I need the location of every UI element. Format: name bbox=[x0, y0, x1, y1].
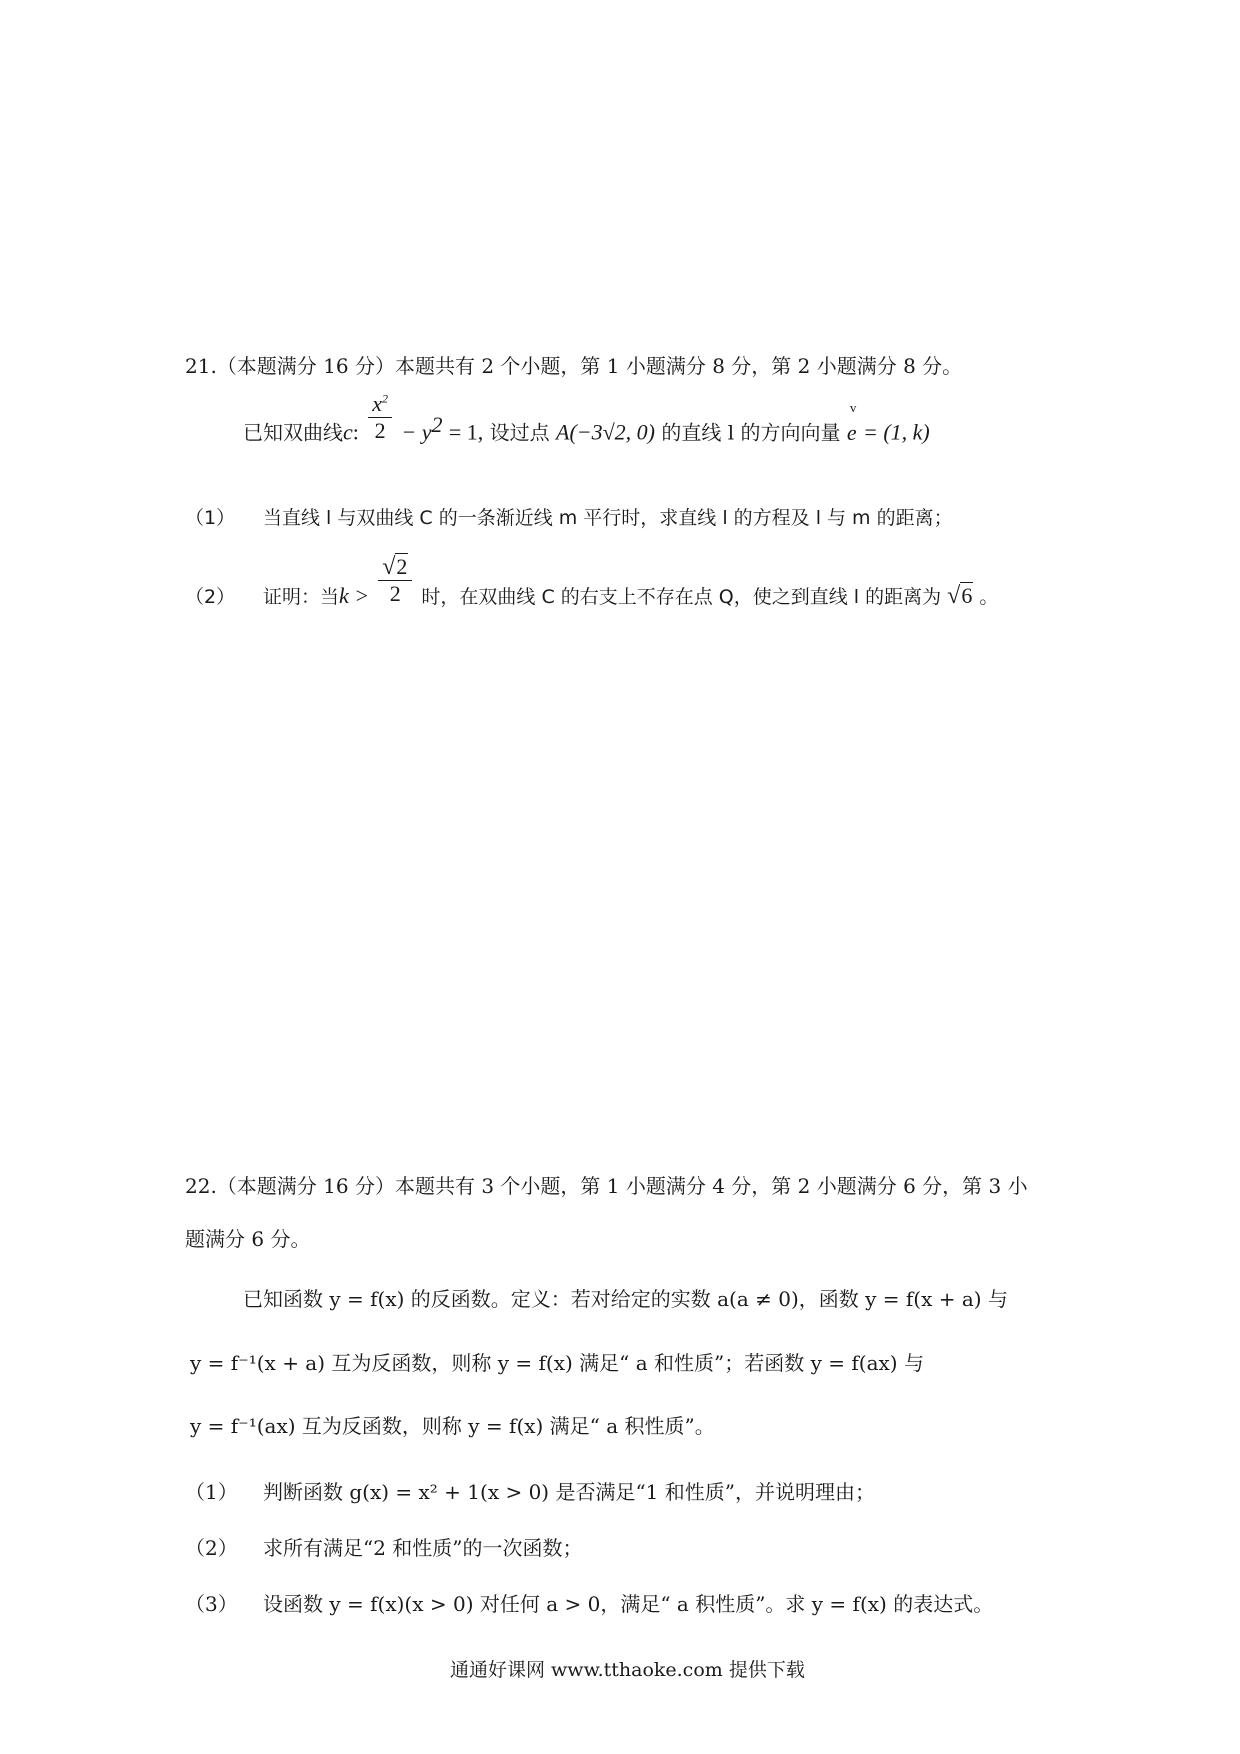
q21-part2-label: （2） bbox=[185, 586, 236, 608]
fraction-x2-over-2: $\frac{x^2}{2}$ bbox=[368, 392, 392, 444]
curve-name: c bbox=[343, 419, 353, 445]
q21-set-point: 设过点 bbox=[489, 420, 550, 445]
q21-line-direction: 的直线 l 的方向向量 bbox=[661, 420, 841, 445]
vector-e-symbol: e bbox=[846, 419, 857, 445]
q22-part1-label: （1） bbox=[185, 1480, 238, 1504]
q22-para-line2: y = f⁻¹(x + a) 互为反函数，则称 y = f(x) 满足“ a 和性质”；若函数 y = f(ax) 与 bbox=[190, 1351, 924, 1375]
q21-part2-middle: 时，在双曲线 C 的右支上不存在点 Q，使之到直线 l 的距离为 bbox=[421, 586, 942, 608]
q22-part2 bbox=[185, 1532, 583, 1561]
q21-part1 bbox=[185, 503, 953, 530]
q21-part1-text: 当直线 l 与双曲线 C 的一条渐近线 m 平行时，求直线 l 的方程及 l 与 m 的距离； bbox=[263, 507, 953, 529]
q21-intro: 已知双曲线c: $\frac{x^2}{2}$ − $y^2 = 1$, 设过点 A(−3√2, 0) 的直线 l 的方向向量 v e = (1, k) bbox=[243, 391, 930, 445]
q22-part3-text: 设函数 y = f(x)(x > 0) 对任何 a > 0，满足“ a 积性质”。求 y = f(x) 的表达式。 bbox=[263, 1592, 994, 1616]
q22-part1 bbox=[185, 1476, 875, 1505]
point-a: A(−3√2, 0) bbox=[556, 419, 656, 445]
q21-part2 bbox=[185, 553, 999, 610]
q22-para-line3: y = f⁻¹(ax) 互为反函数，则称 y = f(x) 满足“ a 积性质”。 bbox=[190, 1414, 715, 1438]
q22-part2-label: （2） bbox=[185, 1536, 238, 1560]
k-inequality: k > bbox=[339, 583, 370, 608]
q22-para-line1: 已知函数 y = f(x) 的反函数。定义：若对给定的实数 a(a ≠ 0)，函数 y = f(x + a) 与 bbox=[243, 1287, 1008, 1311]
sqrt-6: √6 bbox=[947, 583, 973, 609]
q22-part3 bbox=[185, 1588, 993, 1617]
q22-header-line2: 题满分 6 分。 bbox=[185, 1227, 311, 1251]
q21-header: 21.（本题满分 16 分）本题共有 2 个小题，第 1 小题满分 8 分，第 2 小题满分 8 分。 bbox=[185, 354, 963, 378]
vector-mark: v bbox=[849, 399, 857, 415]
q21-part2-prefix: 证明：当 bbox=[263, 586, 340, 608]
q21-part2-end: 。 bbox=[979, 586, 999, 608]
q21-part1-label: （1） bbox=[185, 507, 236, 529]
q22-part2-text: 求所有满足“2 和性质”的一次函数； bbox=[263, 1536, 583, 1560]
q22-part1-text: 判断函数 g(x) = x² + 1(x > 0) 是否满足“1 和性质”，并说明理由； bbox=[263, 1480, 875, 1504]
fraction-sqrt2-over-2: $\frac{√2}{2}$ bbox=[378, 554, 412, 608]
q22-header-line1: 22.（本题满分 16 分）本题共有 3 个小题，第 1 小题满分 4 分，第 2 小题满分 6 分，第 3 小 bbox=[185, 1174, 1028, 1198]
eq-equals: = 1, bbox=[448, 419, 484, 445]
eq-minus-y: − y bbox=[401, 419, 432, 445]
page-footer: 通通好课网 www.tthaoke.com 提供下载 bbox=[450, 1659, 805, 1681]
q21-intro-prefix: 已知双曲线 bbox=[243, 420, 343, 445]
vector-e bbox=[846, 399, 857, 446]
eq-exponent: 2 bbox=[431, 412, 443, 437]
vector-value: = (1, k) bbox=[862, 419, 930, 445]
q22-part3-label: （3） bbox=[185, 1592, 238, 1616]
